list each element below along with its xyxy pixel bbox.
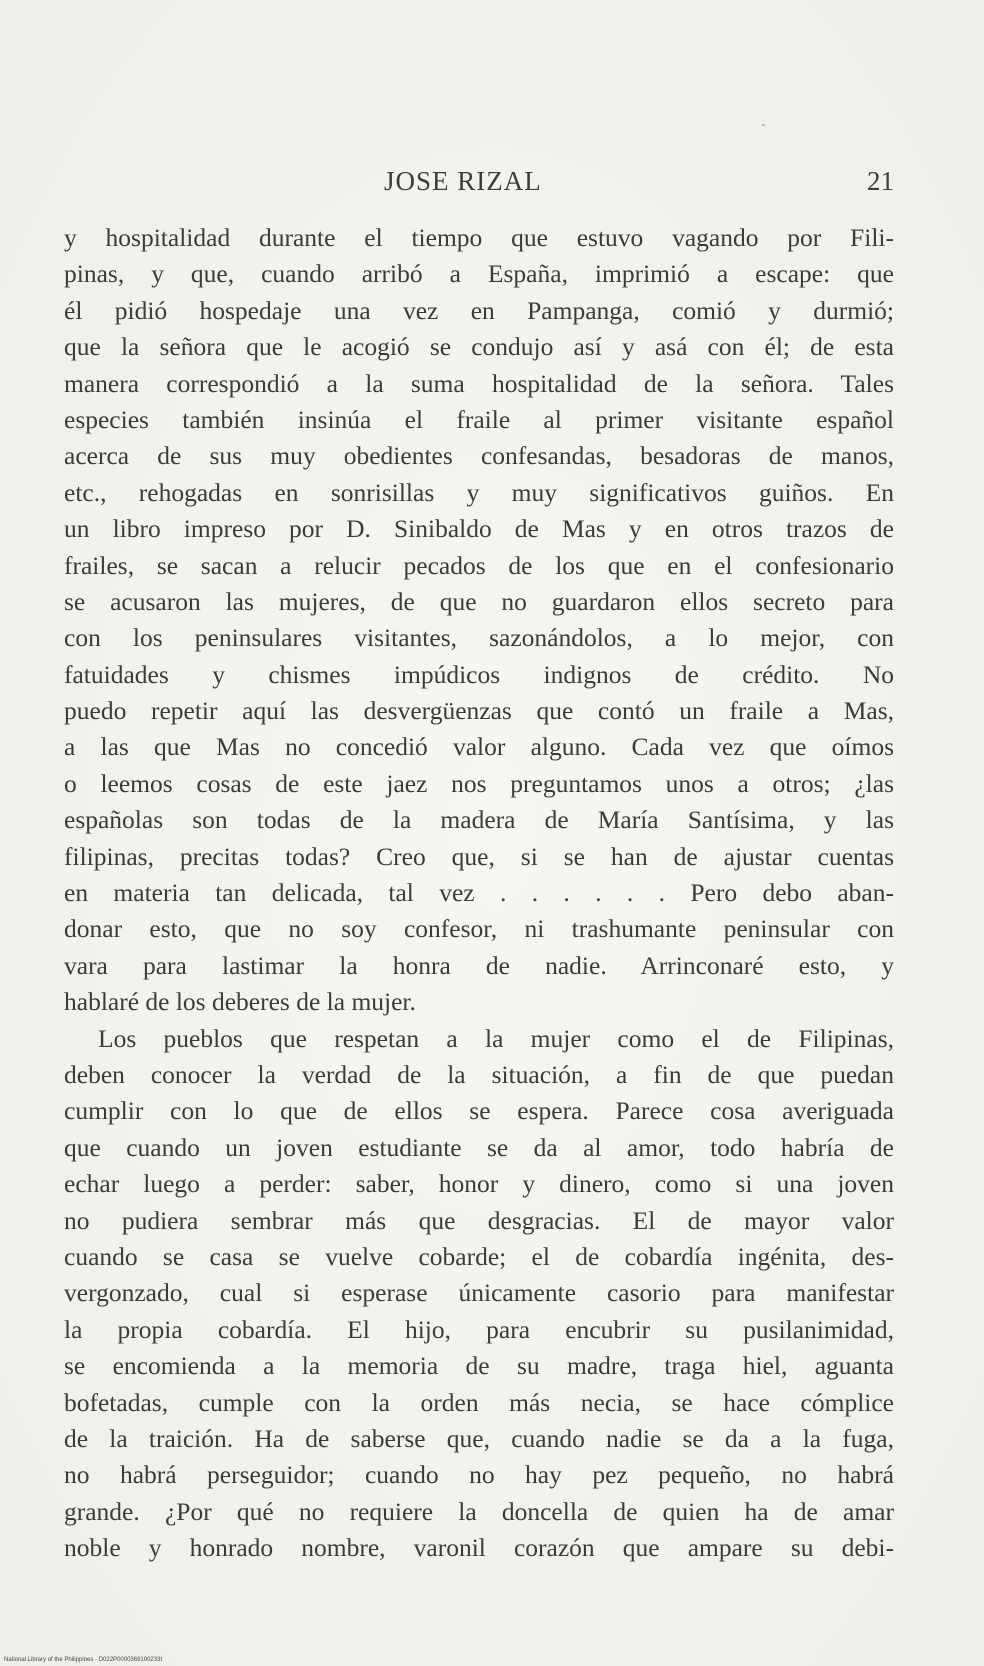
text-line: donar esto, que no soy confesor, ni trashumante peninsular con — [64, 914, 894, 944]
text-line: que la señora que le acogió se condujo así y asá con él; de esta — [64, 332, 894, 362]
text-line: noble y honrado nombre, varonil corazón que ampare su debi- — [64, 1533, 894, 1563]
scan-credit: National Library of the Philippines · D022P0000369100233t — [4, 1657, 163, 1663]
text-line: españolas son todas de la madera de María Santísima, y las — [64, 805, 894, 835]
text-line: manera correspondió a la suma hospitalidad de la señora. Tales — [64, 368, 894, 398]
text-line: vergonzado, cual si esperase únicamente casorio para manifestar — [64, 1278, 894, 1308]
body-text — [64, 220, 894, 1566]
text-line: etc., rehogadas en sonrisillas y muy significativos guiños. En — [64, 477, 894, 507]
running-head: JOSE RIZAL — [384, 166, 542, 196]
text-line: un libro impreso por D. Sinibaldo de Mas y en otros trazos de — [64, 514, 894, 544]
text-line: que cuando un joven estudiante se da al amor, todo habría de — [64, 1132, 894, 1162]
text-line: fatuidades y chismes impúdicos indignos de crédito. No — [64, 659, 894, 689]
text-line: echar luego a perder: saber, honor y dinero, como si una joven — [64, 1169, 894, 1199]
text-line: cumplir con lo que de ellos se espera. Parece cosa averiguada — [64, 1096, 894, 1126]
text-line: bofetadas, cumple con la orden más necia, se hace cómplice — [64, 1387, 894, 1417]
text-line: y hospitalidad durante el tiempo que estuvo vagando por Fili- — [64, 223, 894, 252]
text-line: vara para lastimar la honra de nadie. Arrinconaré esto, y — [64, 950, 894, 980]
text-line: él pidió hospedaje una vez en Pampanga, comió y durmió; — [64, 295, 894, 325]
text-line: deben conocer la verdad de la situación, a fin de que puedan — [64, 1059, 894, 1089]
paragraph-first-line: Los pueblos que respetan a la mujer como el de Filipinas, — [98, 1023, 894, 1053]
text-line: a las que Mas no concedió valor alguno. Cada vez que oímos — [64, 732, 894, 762]
page-number: 21 — [867, 166, 894, 196]
scan-speck — [762, 124, 765, 126]
page-header — [64, 166, 894, 200]
paragraph-last-line: hablaré de los deberes de la mujer. — [64, 987, 416, 1017]
text-line: en materia tan delicada, tal vez . . . . . . Pero debo aban- — [64, 878, 894, 908]
text-line: filipinas, precitas todas? Creo que, si se han de ajustar cuentas — [64, 841, 894, 871]
text-line: no habrá perseguidor; cuando no hay pez pequeño, no habrá — [64, 1460, 894, 1490]
text-line: se acusaron las mujeres, de que no guardaron ellos secreto para — [64, 586, 894, 616]
text-line: cuando se casa se vuelve cobarde; el de cobardía ingénita, des- — [64, 1241, 894, 1271]
text-line: de la traición. Ha de saberse que, cuando nadie se da a la fuga, — [64, 1423, 894, 1453]
text-line: especies también insinúa el fraile al primer visitante español — [64, 404, 894, 434]
text-line: acerca de sus muy obedientes confesandas, besadoras de manos, — [64, 441, 894, 471]
text-line: no pudiera sembrar más que desgracias. El de mayor valor — [64, 1205, 894, 1235]
text-line: o leemos cosas de este jaez nos preguntamos unos a otros; ¿las — [64, 768, 894, 798]
text-line: puedo repetir aquí las desvergüenzas que contó un fraile a Mas, — [64, 696, 894, 726]
text-line: frailes, se sacan a relucir pecados de los que en el confesionario — [64, 550, 894, 580]
text-line: con los peninsulares visitantes, sazonándolos, a lo mejor, con — [64, 623, 894, 653]
text-line: se encomienda a la memoria de su madre, traga hiel, aguanta — [64, 1351, 894, 1381]
text-line: grande. ¿Por qué no requiere la doncella de quien ha de amar — [64, 1496, 894, 1526]
text-line: pinas, y que, cuando arribó a España, imprimió a escape: que — [64, 259, 894, 289]
text-line: la propia cobardía. El hijo, para encubrir su pusilanimidad, — [64, 1314, 894, 1344]
